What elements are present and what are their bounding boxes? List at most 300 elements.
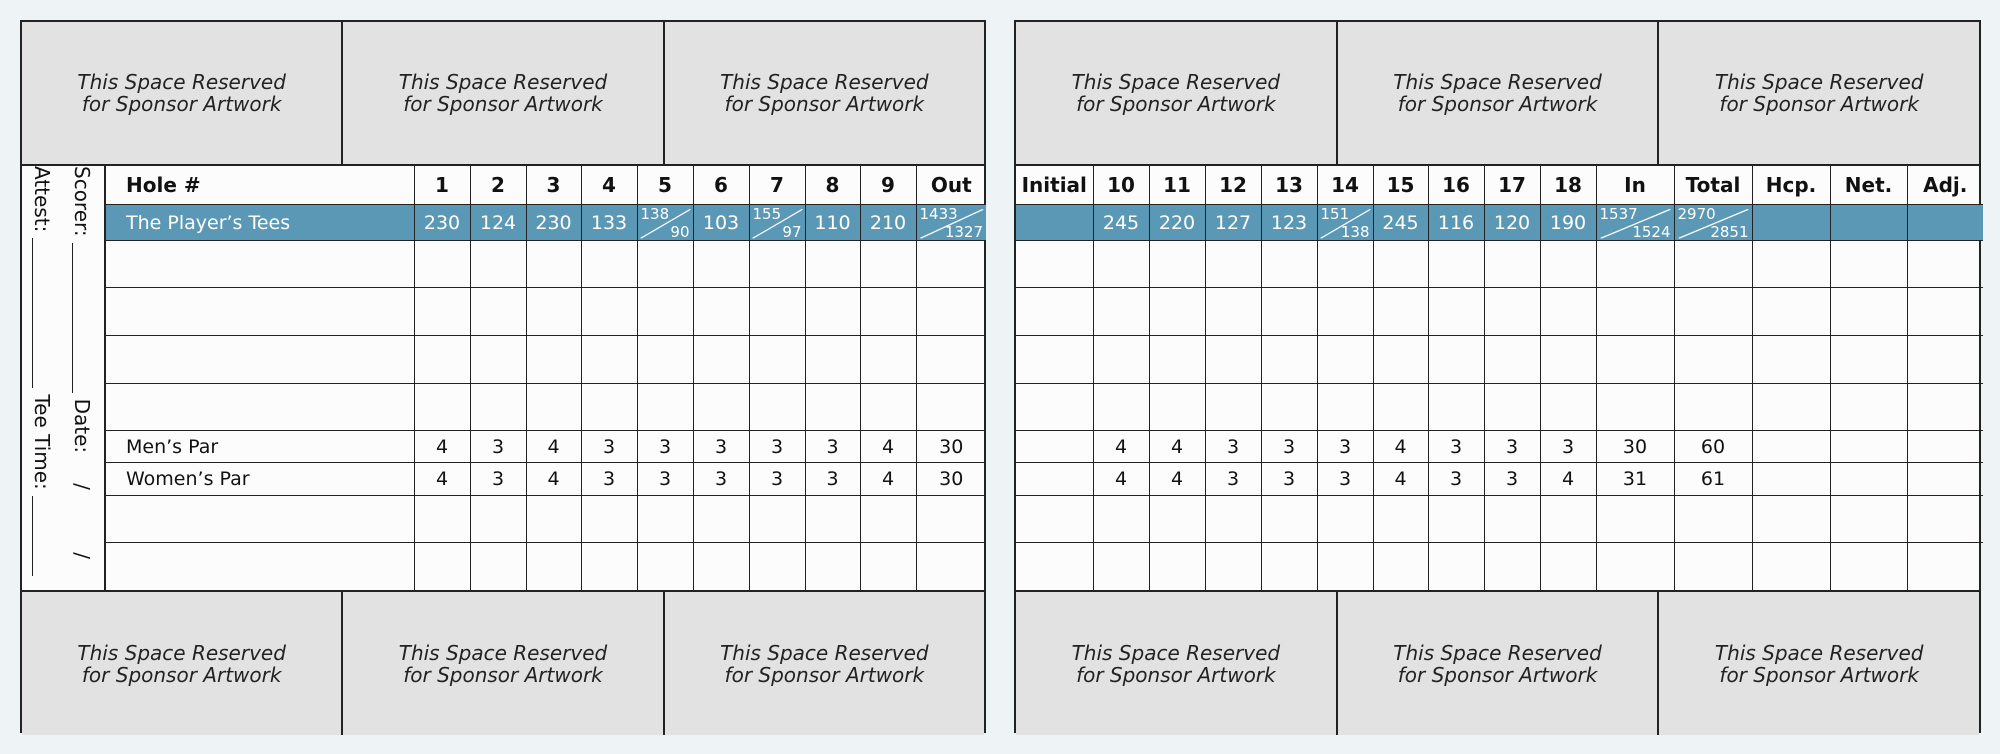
score-cell[interactable] — [1149, 495, 1205, 543]
score-cell[interactable] — [1261, 495, 1317, 543]
score-cell[interactable] — [1149, 288, 1205, 336]
score-cell[interactable] — [1317, 495, 1373, 543]
mens-par-row — [1016, 431, 1983, 463]
hole-header: 5 — [637, 166, 693, 205]
par-cell: 3 — [637, 431, 693, 463]
yardage-split-top: 1537 — [1599, 204, 1638, 223]
score-cell[interactable] — [749, 288, 805, 336]
total-header: Total — [1674, 166, 1752, 205]
score-cell[interactable] — [1428, 335, 1484, 383]
womens-par-row — [1016, 463, 1983, 495]
hcp-cell[interactable] — [1752, 543, 1830, 590]
player-score-row — [106, 240, 986, 288]
in-total-cell[interactable] — [1596, 240, 1674, 288]
player-name-cell[interactable] — [106, 383, 414, 431]
score-cell[interactable] — [693, 288, 749, 336]
yardage-split-bottom: 90 — [670, 222, 690, 241]
hole-header: 13 — [1261, 166, 1317, 205]
adj-cell[interactable] — [1907, 335, 1983, 383]
hcp-cell[interactable] — [1752, 335, 1830, 383]
player-score-row — [106, 543, 986, 590]
adj-cell[interactable] — [1907, 240, 1983, 288]
score-cell[interactable] — [1540, 335, 1596, 383]
yardage-cell: 127 — [1205, 205, 1261, 240]
hcp-cell[interactable] — [1752, 288, 1830, 336]
net-cell[interactable] — [1830, 543, 1907, 590]
out-header: Out — [916, 166, 986, 205]
initial-cell[interactable] — [1016, 543, 1093, 590]
score-cell[interactable] — [1093, 288, 1149, 336]
sponsor-space — [665, 592, 984, 735]
par-cell: 4 — [860, 463, 916, 495]
score-cell[interactable] — [1373, 335, 1428, 383]
score-cell[interactable] — [1205, 383, 1261, 431]
par-cell: 3 — [805, 431, 860, 463]
sponsor-space — [343, 592, 664, 735]
total-par-cell: 61 — [1674, 463, 1752, 495]
adj-cell[interactable] — [1907, 495, 1983, 543]
initial-cell[interactable] — [1016, 240, 1093, 288]
score-cell[interactable] — [693, 543, 749, 590]
sponsor-text-line2: for Sponsor Artwork — [81, 92, 282, 116]
hole-header: 11 — [1149, 166, 1205, 205]
tee-yardage-row — [106, 205, 986, 240]
score-cell[interactable] — [1428, 240, 1484, 288]
par-cell: 3 — [693, 463, 749, 495]
par-cell: 4 — [1149, 431, 1205, 463]
score-cell[interactable] — [1428, 543, 1484, 590]
hole-header: 8 — [805, 166, 860, 205]
score-cell[interactable] — [860, 240, 916, 288]
initial-cell[interactable] — [1016, 495, 1093, 543]
sponsor-text-line2: for Sponsor Artwork — [1719, 662, 1919, 687]
score-cell[interactable] — [1205, 240, 1261, 288]
net-cell — [1830, 463, 1907, 495]
yardage-split-top: 138 — [640, 204, 670, 223]
score-cell[interactable] — [581, 383, 637, 431]
sponsor-text-line1: This Space Reserved — [77, 70, 286, 94]
yardage-cell: 230 — [414, 205, 470, 240]
total-cell[interactable] — [1674, 240, 1752, 288]
player-name-cell[interactable] — [106, 335, 414, 383]
par-cell: 3 — [805, 463, 860, 495]
score-cell[interactable] — [1093, 335, 1149, 383]
score-cell[interactable] — [1317, 383, 1373, 431]
sponsor-text-line1: This Space Reserved — [720, 640, 929, 665]
score-cell[interactable] — [1205, 288, 1261, 336]
score-cell[interactable] — [1093, 495, 1149, 543]
player-name-cell[interactable] — [106, 495, 414, 543]
total-cell[interactable] — [1674, 383, 1752, 431]
total-cell[interactable] — [1674, 288, 1752, 336]
score-cell[interactable] — [749, 495, 805, 543]
net-cell — [1830, 205, 1907, 240]
adj-header: Adj. — [1907, 166, 1983, 205]
net-cell[interactable] — [1830, 383, 1907, 431]
adj-cell[interactable] — [1907, 383, 1983, 431]
par-cell: 3 — [470, 463, 526, 495]
player-score-row — [1016, 335, 1983, 383]
par-cell: 4 — [414, 431, 470, 463]
par-cell: 3 — [1205, 463, 1261, 495]
score-cell[interactable] — [526, 543, 581, 590]
score-cell[interactable] — [1317, 335, 1373, 383]
sponsor-text-line2: for Sponsor Artwork — [724, 662, 925, 687]
score-cell[interactable] — [1261, 543, 1317, 590]
total-par-cell: 60 — [1674, 431, 1752, 463]
sponsor-space — [22, 592, 343, 735]
sponsor-text-line2: for Sponsor Artwork — [1076, 92, 1276, 116]
initial-cell[interactable] — [1016, 335, 1093, 383]
score-cell[interactable] — [805, 383, 860, 431]
player-score-row — [106, 288, 986, 336]
score-cell[interactable] — [805, 543, 860, 590]
par-cell: 3 — [1317, 463, 1373, 495]
score-cell[interactable] — [414, 383, 470, 431]
score-cell[interactable] — [805, 240, 860, 288]
adj-cell — [1907, 463, 1983, 495]
initial-cell[interactable] — [1016, 288, 1093, 336]
par-cell: 3 — [1428, 463, 1484, 495]
net-cell — [1830, 431, 1907, 463]
score-cell[interactable] — [414, 240, 470, 288]
score-cell[interactable] — [860, 495, 916, 543]
in-total-cell[interactable] — [1596, 495, 1674, 543]
initial-cell[interactable] — [1016, 383, 1093, 431]
score-cell[interactable] — [1317, 288, 1373, 336]
tee-time-field[interactable] — [33, 496, 52, 576]
sponsor-text-line1: This Space Reserved — [1714, 640, 1924, 665]
par-cell: 3 — [470, 431, 526, 463]
sponsor-space — [665, 22, 984, 164]
net-cell[interactable] — [1830, 240, 1907, 288]
score-cell[interactable] — [693, 495, 749, 543]
hole-header: 15 — [1373, 166, 1428, 205]
score-cell[interactable] — [805, 288, 860, 336]
sponsor-text-line2: for Sponsor Artwork — [1719, 92, 1919, 116]
date-label: Date: — [70, 398, 94, 454]
score-cell[interactable] — [414, 495, 470, 543]
sponsor-text-line1: This Space Reserved — [720, 70, 929, 94]
out-par-cell: 30 — [916, 463, 986, 495]
par-cell: 3 — [581, 431, 637, 463]
yardage-split-bottom: 2851 — [1710, 222, 1749, 241]
score-cell[interactable] — [749, 383, 805, 431]
par-cell: 3 — [1261, 463, 1317, 495]
par-cell: 3 — [1484, 431, 1540, 463]
hcp-cell[interactable] — [1752, 495, 1830, 543]
initial-cell — [1016, 205, 1093, 240]
score-cell[interactable] — [470, 383, 526, 431]
score-cell[interactable] — [860, 383, 916, 431]
score-cell[interactable] — [805, 335, 860, 383]
sponsor-text-line1: This Space Reserved — [1393, 70, 1602, 94]
par-cell: 3 — [581, 463, 637, 495]
par-cell: 3 — [1317, 431, 1373, 463]
score-cell[interactable] — [637, 288, 693, 336]
side-label-panel — [22, 166, 106, 590]
score-cell[interactable] — [414, 335, 470, 383]
yardage-cell: 124 — [470, 205, 526, 240]
score-cell[interactable] — [581, 240, 637, 288]
score-cell[interactable] — [1540, 383, 1596, 431]
out-yardage-split — [916, 205, 986, 240]
womens-par-label: Women’s Par — [106, 463, 414, 495]
score-cell[interactable] — [693, 335, 749, 383]
score-cell[interactable] — [1540, 495, 1596, 543]
score-cell[interactable] — [805, 495, 860, 543]
score-cell[interactable] — [1093, 240, 1149, 288]
score-cell[interactable] — [1205, 543, 1261, 590]
score-cell[interactable] — [1373, 288, 1428, 336]
score-cell[interactable] — [693, 383, 749, 431]
hole-header: 10 — [1093, 166, 1149, 205]
yardage-cell: 120 — [1484, 205, 1540, 240]
score-cell[interactable] — [1149, 335, 1205, 383]
total-cell[interactable] — [1674, 495, 1752, 543]
player-name-cell[interactable] — [106, 543, 414, 590]
score-cell[interactable] — [581, 335, 637, 383]
score-cell[interactable] — [1373, 495, 1428, 543]
net-cell[interactable] — [1830, 288, 1907, 336]
score-cell[interactable] — [1428, 288, 1484, 336]
net-header: Net. — [1830, 166, 1907, 205]
score-cell[interactable] — [1373, 543, 1428, 590]
score-cell[interactable] — [1484, 495, 1540, 543]
tee-yardage-row — [1016, 205, 1983, 240]
score-cell[interactable] — [1093, 383, 1149, 431]
sponsor-text-line1: This Space Reserved — [398, 640, 608, 665]
total-cell[interactable] — [1674, 335, 1752, 383]
in-yardage-split — [1596, 205, 1674, 240]
par-cell: 4 — [1093, 463, 1149, 495]
yardage-cell: 230 — [526, 205, 581, 240]
score-cell[interactable] — [1261, 383, 1317, 431]
score-cell[interactable] — [637, 335, 693, 383]
score-cell[interactable] — [581, 543, 637, 590]
yardage-cell: 123 — [1261, 205, 1317, 240]
in-total-cell[interactable] — [1596, 383, 1674, 431]
hole-header: 7 — [749, 166, 805, 205]
score-cell[interactable] — [1540, 240, 1596, 288]
par-cell: 3 — [1428, 431, 1484, 463]
out-total-cell[interactable] — [916, 383, 986, 431]
par-cell: 4 — [526, 431, 581, 463]
hole-header: 3 — [526, 166, 581, 205]
score-cell[interactable] — [1484, 335, 1540, 383]
score-cell[interactable] — [581, 288, 637, 336]
sponsor-space — [1338, 22, 1660, 164]
score-cell[interactable] — [749, 335, 805, 383]
score-cell[interactable] — [1261, 335, 1317, 383]
par-cell: 4 — [1149, 463, 1205, 495]
in-header: In — [1596, 166, 1674, 205]
par-cell: 4 — [414, 463, 470, 495]
yardage-cell-split — [637, 205, 693, 240]
yardage-split-top: 151 — [1320, 204, 1350, 223]
out-total-cell[interactable] — [916, 335, 986, 383]
sponsor-text-line1: This Space Reserved — [1071, 640, 1281, 665]
sponsor-row-top — [1016, 22, 1979, 166]
yardage-cell: 133 — [581, 205, 637, 240]
score-cell[interactable] — [1484, 383, 1540, 431]
sponsor-space — [1016, 592, 1338, 735]
score-cell[interactable] — [470, 543, 526, 590]
scorer-field[interactable] — [73, 243, 92, 393]
score-cell[interactable] — [637, 240, 693, 288]
hole-header: 17 — [1484, 166, 1540, 205]
hole-header: 16 — [1428, 166, 1484, 205]
out-total-cell[interactable] — [916, 288, 986, 336]
score-cell[interactable] — [1093, 543, 1149, 590]
par-cell: 3 — [749, 431, 805, 463]
in-par-cell: 31 — [1596, 463, 1674, 495]
adj-cell — [1907, 205, 1983, 240]
score-cell[interactable] — [637, 543, 693, 590]
attest-label: Attest: — [30, 166, 54, 233]
out-total-cell[interactable] — [916, 240, 986, 288]
score-cell[interactable] — [749, 543, 805, 590]
score-cell[interactable] — [1149, 240, 1205, 288]
par-cell: 3 — [749, 463, 805, 495]
hcp-cell — [1752, 431, 1830, 463]
sponsor-text-line2: for Sponsor Artwork — [1397, 662, 1598, 687]
hole-header: 9 — [860, 166, 916, 205]
player-name-cell[interactable] — [106, 288, 414, 336]
score-cell[interactable] — [860, 543, 916, 590]
score-cell[interactable] — [637, 383, 693, 431]
in-total-cell[interactable] — [1596, 335, 1674, 383]
score-cell[interactable] — [1317, 240, 1373, 288]
yardage-split-bottom: 97 — [782, 222, 802, 241]
sponsor-text-line2: for Sponsor Artwork — [403, 662, 603, 687]
sponsor-text-line1: This Space Reserved — [1393, 640, 1602, 665]
score-cell[interactable] — [526, 495, 581, 543]
back-nine-card — [1014, 20, 1981, 733]
out-total-cell[interactable] — [916, 543, 986, 590]
score-cell[interactable] — [860, 335, 916, 383]
score-cell[interactable] — [1428, 383, 1484, 431]
hole-header: 6 — [693, 166, 749, 205]
hole-header: 18 — [1540, 166, 1596, 205]
yardage-cell: 245 — [1373, 205, 1428, 240]
score-cell[interactable] — [1261, 240, 1317, 288]
player-score-row — [106, 383, 986, 431]
hole-header: 12 — [1205, 166, 1261, 205]
sponsor-space — [343, 22, 664, 164]
sponsor-text-line2: for Sponsor Artwork — [1397, 92, 1598, 116]
in-total-cell[interactable] — [1596, 288, 1674, 336]
player-score-row — [106, 335, 986, 383]
score-cell[interactable] — [1149, 543, 1205, 590]
par-cell: 4 — [860, 431, 916, 463]
adj-cell — [1907, 431, 1983, 463]
score-cell[interactable] — [749, 240, 805, 288]
score-cell[interactable] — [1484, 240, 1540, 288]
net-cell[interactable] — [1830, 495, 1907, 543]
score-cell[interactable] — [693, 240, 749, 288]
total-cell[interactable] — [1674, 543, 1752, 590]
sponsor-row-top — [22, 22, 984, 166]
in-total-cell[interactable] — [1596, 543, 1674, 590]
hcp-cell — [1752, 463, 1830, 495]
score-cell[interactable] — [1484, 543, 1540, 590]
yardage-cell-split — [1317, 205, 1373, 240]
score-cell[interactable] — [860, 288, 916, 336]
initial-cell — [1016, 431, 1093, 463]
date-slashes: / / — [70, 483, 94, 588]
out-total-cell[interactable] — [916, 495, 986, 543]
score-cell[interactable] — [1205, 335, 1261, 383]
score-cell[interactable] — [1540, 543, 1596, 590]
score-cell[interactable] — [1149, 383, 1205, 431]
score-cell[interactable] — [526, 335, 581, 383]
player-score-row — [1016, 543, 1983, 590]
total-yardage-split — [1674, 205, 1752, 240]
par-cell: 3 — [1484, 463, 1540, 495]
par-cell: 3 — [1540, 431, 1596, 463]
sponsor-space — [22, 22, 343, 164]
adj-cell[interactable] — [1907, 288, 1983, 336]
score-cell[interactable] — [1317, 543, 1373, 590]
sponsor-text-line2: for Sponsor Artwork — [81, 662, 282, 687]
sponsor-text-line1: This Space Reserved — [77, 640, 286, 665]
hcp-cell[interactable] — [1752, 383, 1830, 431]
score-cell[interactable] — [1484, 288, 1540, 336]
adj-cell[interactable] — [1907, 543, 1983, 590]
hcp-cell — [1752, 205, 1830, 240]
score-cell[interactable] — [1205, 495, 1261, 543]
player-score-row — [1016, 383, 1983, 431]
sponsor-text-line1: This Space Reserved — [1714, 70, 1924, 94]
score-cell[interactable] — [470, 335, 526, 383]
hcp-cell[interactable] — [1752, 240, 1830, 288]
attest-field[interactable] — [33, 238, 52, 388]
yardage-split-top: 2970 — [1677, 204, 1716, 223]
score-cell[interactable] — [1373, 383, 1428, 431]
par-cell: 4 — [1373, 431, 1428, 463]
par-cell: 3 — [1205, 431, 1261, 463]
sponsor-row-bottom — [1016, 590, 1979, 735]
sponsor-space — [1016, 22, 1338, 164]
score-cell[interactable] — [470, 495, 526, 543]
score-cell[interactable] — [414, 543, 470, 590]
net-cell[interactable] — [1830, 335, 1907, 383]
score-cell[interactable] — [470, 240, 526, 288]
score-cell[interactable] — [581, 495, 637, 543]
score-cell[interactable] — [526, 383, 581, 431]
score-cell[interactable] — [1428, 495, 1484, 543]
sponsor-text-line1: This Space Reserved — [398, 70, 608, 94]
sponsor-space — [1659, 22, 1979, 164]
yardage-cell: 103 — [693, 205, 749, 240]
player-score-row — [1016, 495, 1983, 543]
player-name-cell[interactable] — [106, 240, 414, 288]
score-cell[interactable] — [1373, 240, 1428, 288]
score-cell[interactable] — [637, 495, 693, 543]
sponsor-space — [1659, 592, 1979, 735]
yardage-split-bottom: 1327 — [944, 222, 983, 241]
score-cell[interactable] — [1261, 288, 1317, 336]
score-cell[interactable] — [414, 288, 470, 336]
score-cell[interactable] — [526, 288, 581, 336]
score-cell[interactable] — [1540, 288, 1596, 336]
par-cell: 3 — [693, 431, 749, 463]
tee-label: The Player’s Tees — [106, 205, 414, 240]
score-cell[interactable] — [470, 288, 526, 336]
score-cell[interactable] — [526, 240, 581, 288]
front-nine-card — [20, 20, 986, 733]
